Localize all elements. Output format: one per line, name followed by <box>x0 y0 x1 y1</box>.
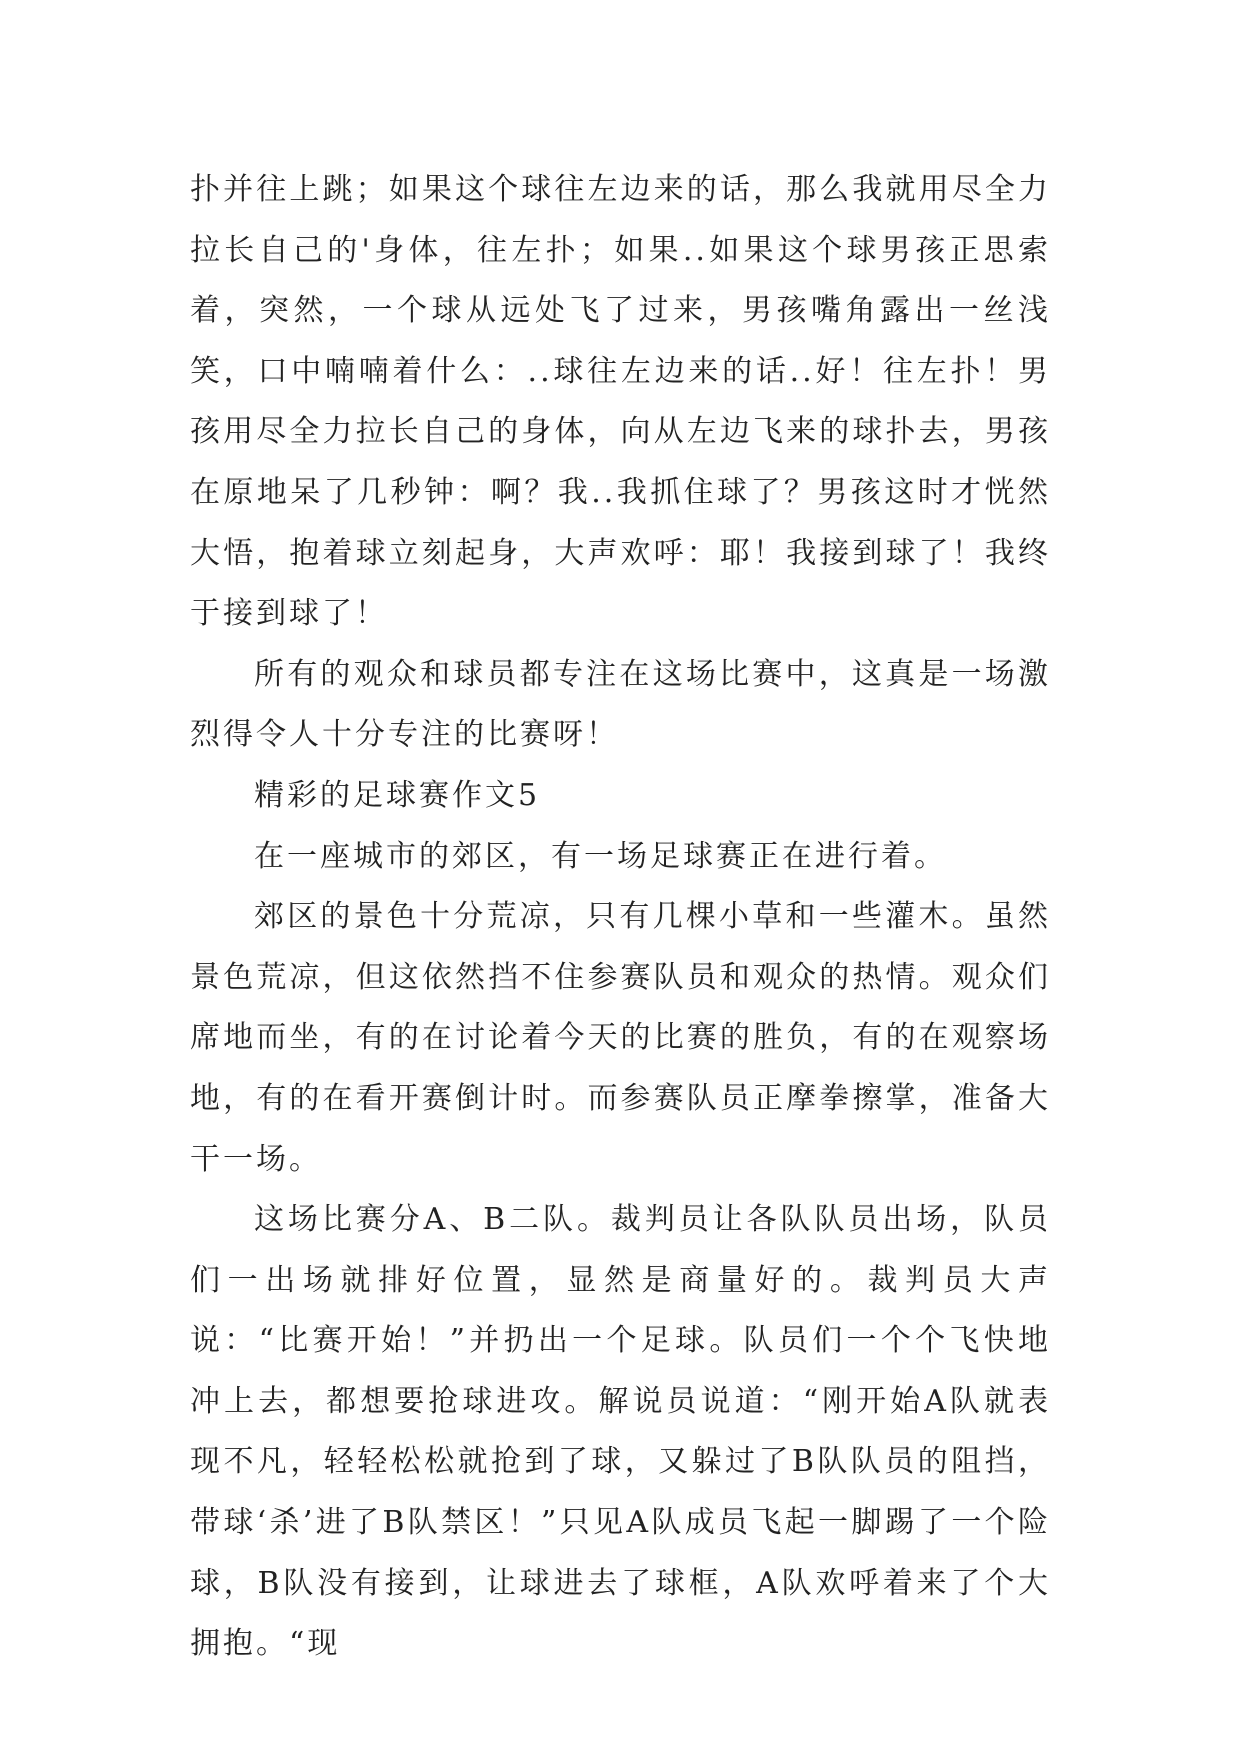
paragraph-match: 这场比赛分A、B二队。裁判员让各队队员出场，队员们一出场就排好位置，显然是商量好的。裁判员大声说：“比赛开始！”并扔出一个足球。队员们一个个飞快地冲上去，都想要抢球进攻。解说员说道：“刚开始A队就表现不凡，轻轻松松就抢到了球，又躲过了B队队员的阻挡，带球‘杀’进了B队禁区！”只见A队成员飞起一脚踢了一个险球，B队没有接到，让球进去了球框，A队欢呼着来了个大拥抱。“现 <box>190 1202 1051 1662</box>
paragraph-continuation: 扑并往上跳；如果这个球往左边来的话，那么我就用尽全力拉长自己的'身体，往左扑；如果..如果这个球男孩正思索着，突然，一个球从远处飞了过来，男孩嘴角露出一丝浅笑，口中喃喃着什么：..球往左边来的话..好！往左扑！男孩用尽全力拉长自己的身体，向从左边飞来的球扑去，男孩在原地呆了几秒钟：啊？我..我抓住球了？男孩这时才恍然大悟，抱着球立刻起身，大声欢呼：耶！我接到球了！我终于接到球了！ <box>190 172 1051 632</box>
paragraph-intro: 在一座城市的郊区，有一场足球赛正在进行着。 <box>254 838 947 874</box>
document-body <box>190 160 1051 1675</box>
paragraph-scenery: 郊区的景色十分荒凉，只有几棵小草和一些灌木。虽然景色荒凉，但这依然挡不住参赛队员和观众的热情。观众们席地而坐，有的在讨论着今天的比赛的胜负，有的在观察场地，有的在看开赛倒计时。而参赛队员正摩拳擦掌，准备大干一场。 <box>190 899 1051 1177</box>
paragraph-audience: 所有的观众和球员都专注在这场比赛中，这真是一场激烈得令人十分专注的比赛呀！ <box>190 656 1051 753</box>
section-heading: 精彩的足球赛作文5 <box>254 777 541 813</box>
